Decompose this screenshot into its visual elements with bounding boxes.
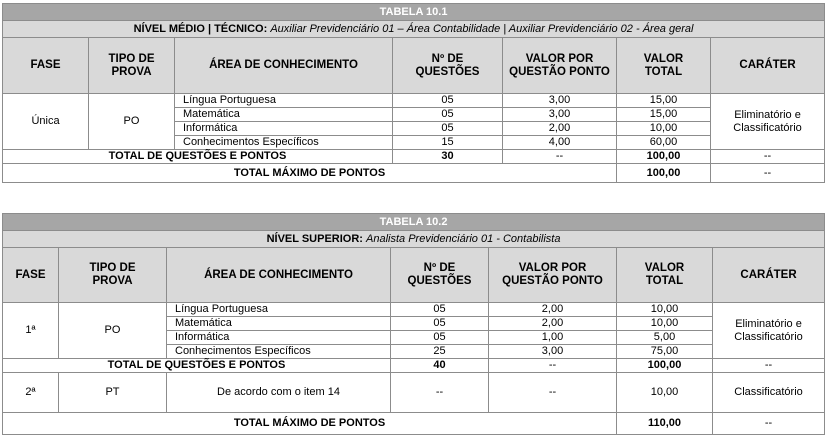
cell-valor: 4,00	[503, 136, 617, 150]
header-total: VALOR TOTAL	[617, 38, 711, 94]
subtitle-roles: Analista Previdenciário 01 - Contabilista	[366, 232, 561, 245]
total-valor: --	[489, 359, 617, 373]
total-questoes: 30	[393, 150, 503, 164]
header-valor: VALOR POR QUESTÃO PONTO	[503, 38, 617, 94]
cell-area: Matemática	[175, 108, 393, 122]
table-title: TABELA 10.2	[3, 214, 825, 231]
cell-carater: Classificatório	[713, 373, 825, 413]
cell-carater: Eliminatório e Classificatório	[713, 303, 825, 359]
total-carater: --	[711, 150, 825, 164]
total-total: 100,00	[617, 150, 711, 164]
cell-total: 10,00	[617, 317, 713, 331]
total-row	[3, 150, 825, 164]
cell-fase: 2ª	[3, 373, 59, 413]
table-row	[3, 94, 825, 108]
max-carater: --	[711, 164, 825, 183]
cell-valor: 2,00	[503, 122, 617, 136]
subtitle-level: NÍVEL MÉDIO | TÉCNICO:	[133, 22, 268, 35]
header-fase: FASE	[3, 248, 59, 303]
header-questoes: Nº DE QUESTÕES	[391, 248, 489, 303]
table-subtitle	[3, 231, 825, 248]
cell-questoes: 05	[391, 331, 489, 345]
table-10-1	[2, 3, 825, 183]
cell-questoes: 15	[393, 136, 503, 150]
cell-questoes: --	[391, 373, 489, 413]
cell-total: 75,00	[617, 345, 713, 359]
max-label: TOTAL MÁXIMO DE PONTOS	[3, 413, 617, 435]
cell-tipo: PO	[59, 303, 167, 359]
subtitle-level: NÍVEL SUPERIOR:	[266, 232, 363, 245]
cell-valor: 2,00	[489, 317, 617, 331]
header-questoes: Nº DE QUESTÕES	[393, 38, 503, 94]
cell-area: Informática	[175, 122, 393, 136]
total-valor: --	[503, 150, 617, 164]
cell-total: 10,00	[617, 303, 713, 317]
total-row	[3, 359, 825, 373]
total-questoes: 40	[391, 359, 489, 373]
max-carater: --	[713, 413, 825, 435]
table-subtitle	[3, 21, 825, 38]
header-area: ÁREA DE CONHECIMENTO	[167, 248, 391, 303]
table-row	[3, 373, 825, 413]
cell-fase: Única	[3, 94, 89, 150]
cell-tipo: PT	[59, 373, 167, 413]
cell-tipo: PO	[89, 94, 175, 150]
cell-questoes: 05	[393, 94, 503, 108]
header-tipo: TIPO DE PROVA	[59, 248, 167, 303]
total-label: TOTAL DE QUESTÕES E PONTOS	[3, 150, 393, 164]
cell-valor: 3,00	[489, 345, 617, 359]
total-carater: --	[713, 359, 825, 373]
subtitle-roles: Auxiliar Previdenciário 01 – Área Contabilidade | Auxiliar Previdenciário 02 - Área geral	[270, 22, 694, 35]
header-fase: FASE	[3, 38, 89, 94]
cell-valor: 3,00	[503, 94, 617, 108]
cell-area: Língua Portuguesa	[175, 94, 393, 108]
max-row	[3, 164, 825, 183]
cell-valor: 3,00	[503, 108, 617, 122]
header-carater: CARÁTER	[711, 38, 825, 94]
cell-area: De acordo com o item 14	[167, 373, 391, 413]
header-carater: CARÁTER	[713, 248, 825, 303]
cell-total: 15,00	[617, 94, 711, 108]
cell-area: Matemática	[167, 317, 391, 331]
header-valor: VALOR POR QUESTÃO PONTO	[489, 248, 617, 303]
cell-area: Conhecimentos Específicos	[167, 345, 391, 359]
max-total: 100,00	[617, 164, 711, 183]
cell-total: 10,00	[617, 122, 711, 136]
max-total: 110,00	[617, 413, 713, 435]
cell-total: 5,00	[617, 331, 713, 345]
total-total: 100,00	[617, 359, 713, 373]
cell-valor: 1,00	[489, 331, 617, 345]
header-total: VALOR TOTAL	[617, 248, 713, 303]
cell-questoes: 05	[391, 303, 489, 317]
total-label: TOTAL DE QUESTÕES E PONTOS	[3, 359, 391, 373]
header-tipo: TIPO DE PROVA	[89, 38, 175, 94]
table-title: TABELA 10.1	[3, 4, 825, 21]
cell-fase: 1ª	[3, 303, 59, 359]
max-row	[3, 413, 825, 435]
table-row	[3, 303, 825, 317]
cell-area: Língua Portuguesa	[167, 303, 391, 317]
cell-area: Conhecimentos Específicos	[175, 136, 393, 150]
cell-questoes: 05	[393, 122, 503, 136]
header-area: ÁREA DE CONHECIMENTO	[175, 38, 393, 94]
cell-area: Informática	[167, 331, 391, 345]
table-10-2	[2, 213, 825, 435]
cell-valor: 2,00	[489, 303, 617, 317]
cell-questoes: 05	[393, 108, 503, 122]
cell-total: 10,00	[617, 373, 713, 413]
cell-carater: Eliminatório e Classificatório	[711, 94, 825, 150]
max-label: TOTAL MÁXIMO DE PONTOS	[3, 164, 617, 183]
cell-total: 60,00	[617, 136, 711, 150]
cell-total: 15,00	[617, 108, 711, 122]
cell-questoes: 05	[391, 317, 489, 331]
cell-questoes: 25	[391, 345, 489, 359]
cell-valor: --	[489, 373, 617, 413]
